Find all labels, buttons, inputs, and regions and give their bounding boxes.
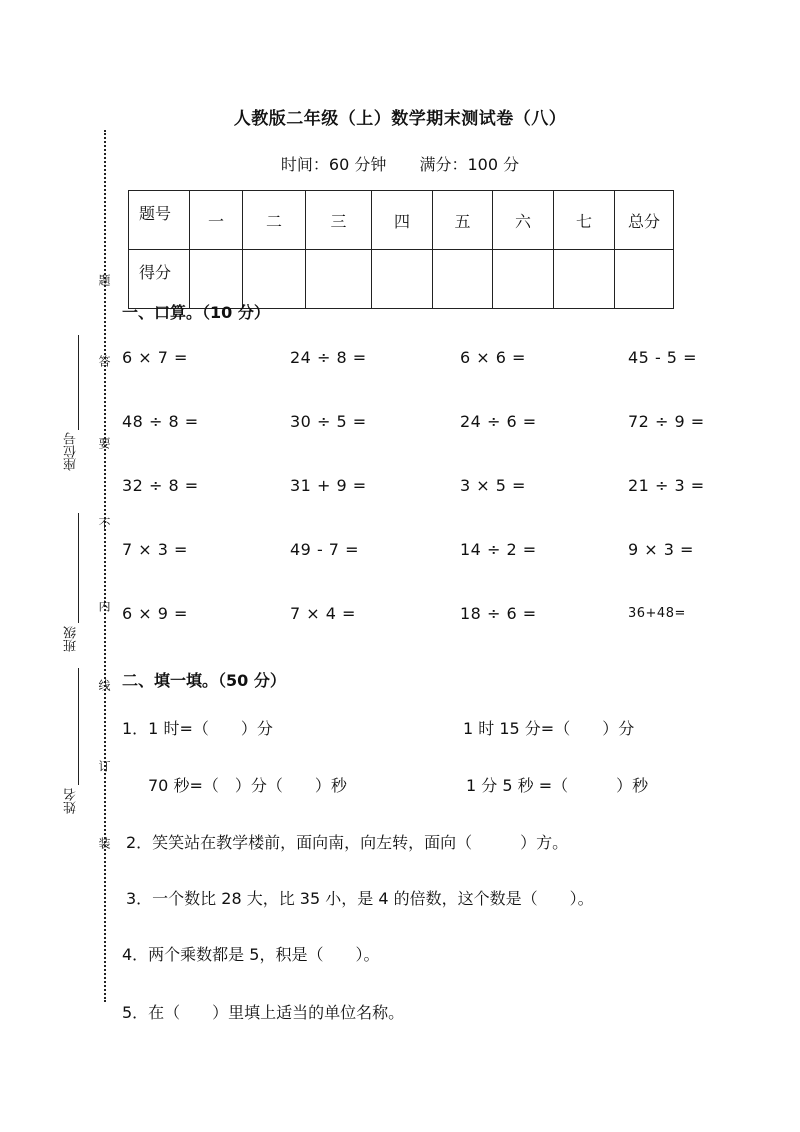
- table-cell: 二: [243, 191, 306, 250]
- binding-char: 答: [97, 355, 111, 367]
- table-cell: 三: [306, 191, 372, 250]
- binding-char: 不: [97, 517, 111, 529]
- math-problem: 30 ÷ 5 =: [290, 412, 367, 431]
- table-cell: 得分: [129, 250, 190, 309]
- question-1a: 1．1 时=（ ）分: [122, 719, 273, 738]
- question-1c: 70 秒=（ ）分（ ）秒: [148, 776, 347, 795]
- table-cell: 一: [190, 191, 243, 250]
- math-problem: 7 × 3 =: [122, 540, 188, 559]
- name-label: 姓名: [64, 788, 79, 814]
- section-heading: 一、口算。（10 分）: [122, 303, 270, 322]
- math-problem: 31 + 9 =: [290, 476, 367, 495]
- table-cell: 七: [554, 191, 615, 250]
- binding-char: 要: [97, 437, 111, 449]
- math-problem: 9 × 3 =: [628, 540, 694, 559]
- score-cell[interactable]: [306, 250, 372, 309]
- class-label: 班级: [64, 626, 79, 652]
- binding-char: 装: [97, 837, 111, 849]
- math-problem: 32 ÷ 8 =: [122, 476, 199, 495]
- question-1b: 1 时 15 分=（ ）分: [463, 719, 635, 738]
- score-cell[interactable]: [372, 250, 433, 309]
- full-score: 满分：100 分: [419, 155, 520, 174]
- table-cell: 五: [433, 191, 493, 250]
- math-problem: 45 - 5 =: [628, 348, 697, 367]
- seat-field[interactable]: [78, 335, 79, 430]
- math-problem: 18 ÷ 6 =: [460, 604, 537, 623]
- name-field[interactable]: [78, 668, 79, 785]
- question-5: 5．在（ ）里填上适当的单位名称。: [122, 1003, 405, 1022]
- table-row: [129, 191, 674, 250]
- table-cell: 六: [493, 191, 554, 250]
- exam-meta: [0, 152, 800, 175]
- table-cell: 四: [372, 191, 433, 250]
- math-problem: 72 ÷ 9 =: [628, 412, 705, 431]
- math-problem: 7 × 4 =: [290, 604, 356, 623]
- binding-dotted-line: [104, 130, 106, 1002]
- binding-char: 线: [97, 679, 111, 691]
- page-title: 人教版二年级（上）数学期末测试卷（八）: [233, 109, 567, 129]
- score-cell[interactable]: [615, 250, 674, 309]
- table-cell: 题号: [129, 191, 190, 250]
- math-problem: 14 ÷ 2 =: [460, 540, 537, 559]
- score-cell[interactable]: [433, 250, 493, 309]
- math-problem: 49 - 7 =: [290, 540, 359, 559]
- score-cell[interactable]: [554, 250, 615, 309]
- question-3: 3．一个数比 28 大，比 35 小，是 4 的倍数，这个数是（ ）。: [126, 889, 594, 908]
- math-problem: 24 ÷ 8 =: [290, 348, 367, 367]
- math-problem: 6 × 6 =: [460, 348, 526, 367]
- score-cell[interactable]: [493, 250, 554, 309]
- math-problem: 48 ÷ 8 =: [122, 412, 199, 431]
- math-problem: 21 ÷ 3 =: [628, 476, 705, 495]
- seat-label: 座位号: [64, 432, 79, 471]
- math-problem: 6 × 7 =: [122, 348, 188, 367]
- binding-char: 订: [97, 760, 111, 772]
- question-1d: 1 分 5 秒 =（ ）秒: [466, 776, 649, 795]
- math-problem: 6 × 9 =: [122, 604, 188, 623]
- question-4: 4．两个乘数都是 5，积是（ ）。: [122, 945, 380, 964]
- question-2: 2．笑笑站在教学楼前，面向南，向左转，面向（ ）方。: [126, 833, 569, 852]
- table-cell: 总分: [615, 191, 674, 250]
- section-heading: 二、填一填。（50 分）: [122, 671, 286, 690]
- binding-char: 内: [97, 600, 111, 612]
- score-table: [128, 190, 674, 309]
- binding-char: 题: [97, 274, 111, 286]
- math-problem: 36+48=: [628, 606, 686, 621]
- math-problem: 24 ÷ 6 =: [460, 412, 537, 431]
- class-field[interactable]: [78, 513, 79, 623]
- math-problem: 3 × 5 =: [460, 476, 526, 495]
- time-limit: 时间：60 分钟: [280, 155, 387, 174]
